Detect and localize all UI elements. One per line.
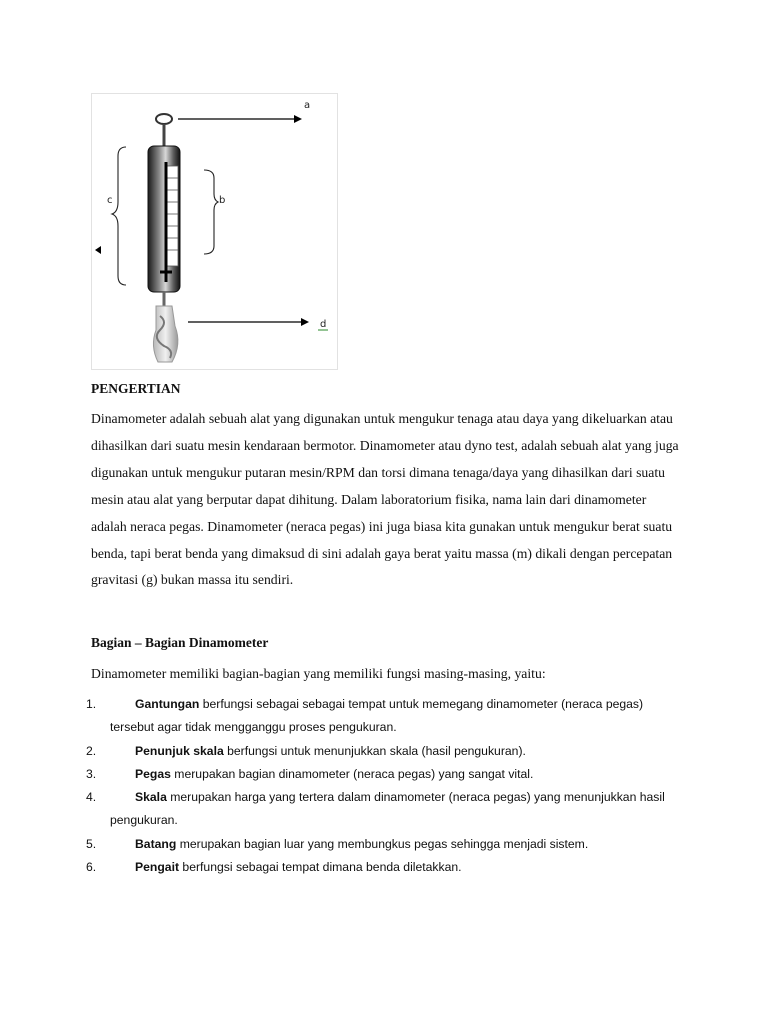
section-heading-pengertian: PENGERTIAN	[91, 381, 181, 396]
dynamometer-diagram	[91, 93, 338, 370]
label-c: c	[107, 195, 113, 206]
list-desc: berfungsi sebagai sebagai tempat untuk memegang dinamometer (neraca pegas) tersebut agar tidak mengganggu proses pengukuran.	[110, 697, 644, 735]
list-item	[76, 856, 676, 879]
list-number: 2.	[86, 743, 97, 758]
list-term: Skala	[135, 790, 167, 805]
list-item	[76, 786, 676, 833]
label-b: b	[219, 195, 226, 206]
list-desc: merupakan bagian luar yang membungkus pegas sehingga menjadi sistem.	[176, 836, 589, 851]
list-desc: berfungsi untuk menunjukkan skala (hasil pengukuran).	[223, 743, 526, 758]
list-item	[76, 693, 676, 740]
list-item	[76, 763, 676, 786]
bracket-c	[112, 147, 126, 285]
list-term: Penunjuk skala	[135, 743, 224, 758]
list-number: 1.	[86, 697, 97, 711]
list-number: 5.	[86, 836, 97, 851]
list-number: 3.	[86, 766, 97, 781]
list-desc: merupakan harga yang tertera dalam dinamometer (neraca pegas) yang menunjukkan hasil pengukuran.	[110, 790, 665, 828]
list-number: 6.	[86, 860, 97, 875]
list-number: 4.	[86, 790, 97, 805]
definition-paragraph: Dinamometer adalah sebuah alat yang digunakan untuk mengukur tenaga atau daya yang dikeluarkan atau dihasilkan dari suatu mesin kendaraan bermotor. Dinamometer atau dyno test, adalah sebuah alat yang juga digunakan untuk mengukur putaran mesin/RPM dan torsi dimana tenaga/daya yang dihasilkan dari suatu mesin atau alat yang berputar dapat dihitung. Dalam laboratorium fisika, nama lain dari dinamometer adalah neraca pegas. Dinamometer (neraca pegas) ini juga biasa kita gunakan untuk mengukur berat suatu benda, tapi berat benda yang dimaksud di sini adalah gaya berat yaitu massa (m) dikali dengan percepatan gravitasi (g) bukan massa itu sendiri.	[91, 411, 679, 588]
parts-list	[76, 693, 676, 879]
list-desc: berfungsi sebagai tempat dimana benda diletakkan.	[179, 860, 462, 875]
section-heading-parts: Bagian – Bagian Dinamometer	[91, 635, 269, 650]
top-ring	[156, 114, 172, 124]
list-item	[76, 740, 676, 763]
list-term: Batang	[135, 836, 177, 851]
list-term: Pengait	[135, 860, 180, 875]
list-term: Pegas	[135, 766, 171, 781]
label-a: a	[304, 100, 311, 111]
list-item	[76, 833, 676, 856]
label-d: d	[320, 319, 327, 330]
list-term: Gantungan	[135, 697, 200, 711]
list-desc: merupakan bagian dinamometer (neraca pegas) yang sangat vital.	[170, 766, 534, 781]
parts-intro: Dinamometer memiliki bagian-bagian yang memiliki fungsi masing-masing, yaitu:	[91, 666, 546, 681]
dynamometer-drawing	[92, 94, 339, 371]
bracket-b	[204, 170, 218, 254]
